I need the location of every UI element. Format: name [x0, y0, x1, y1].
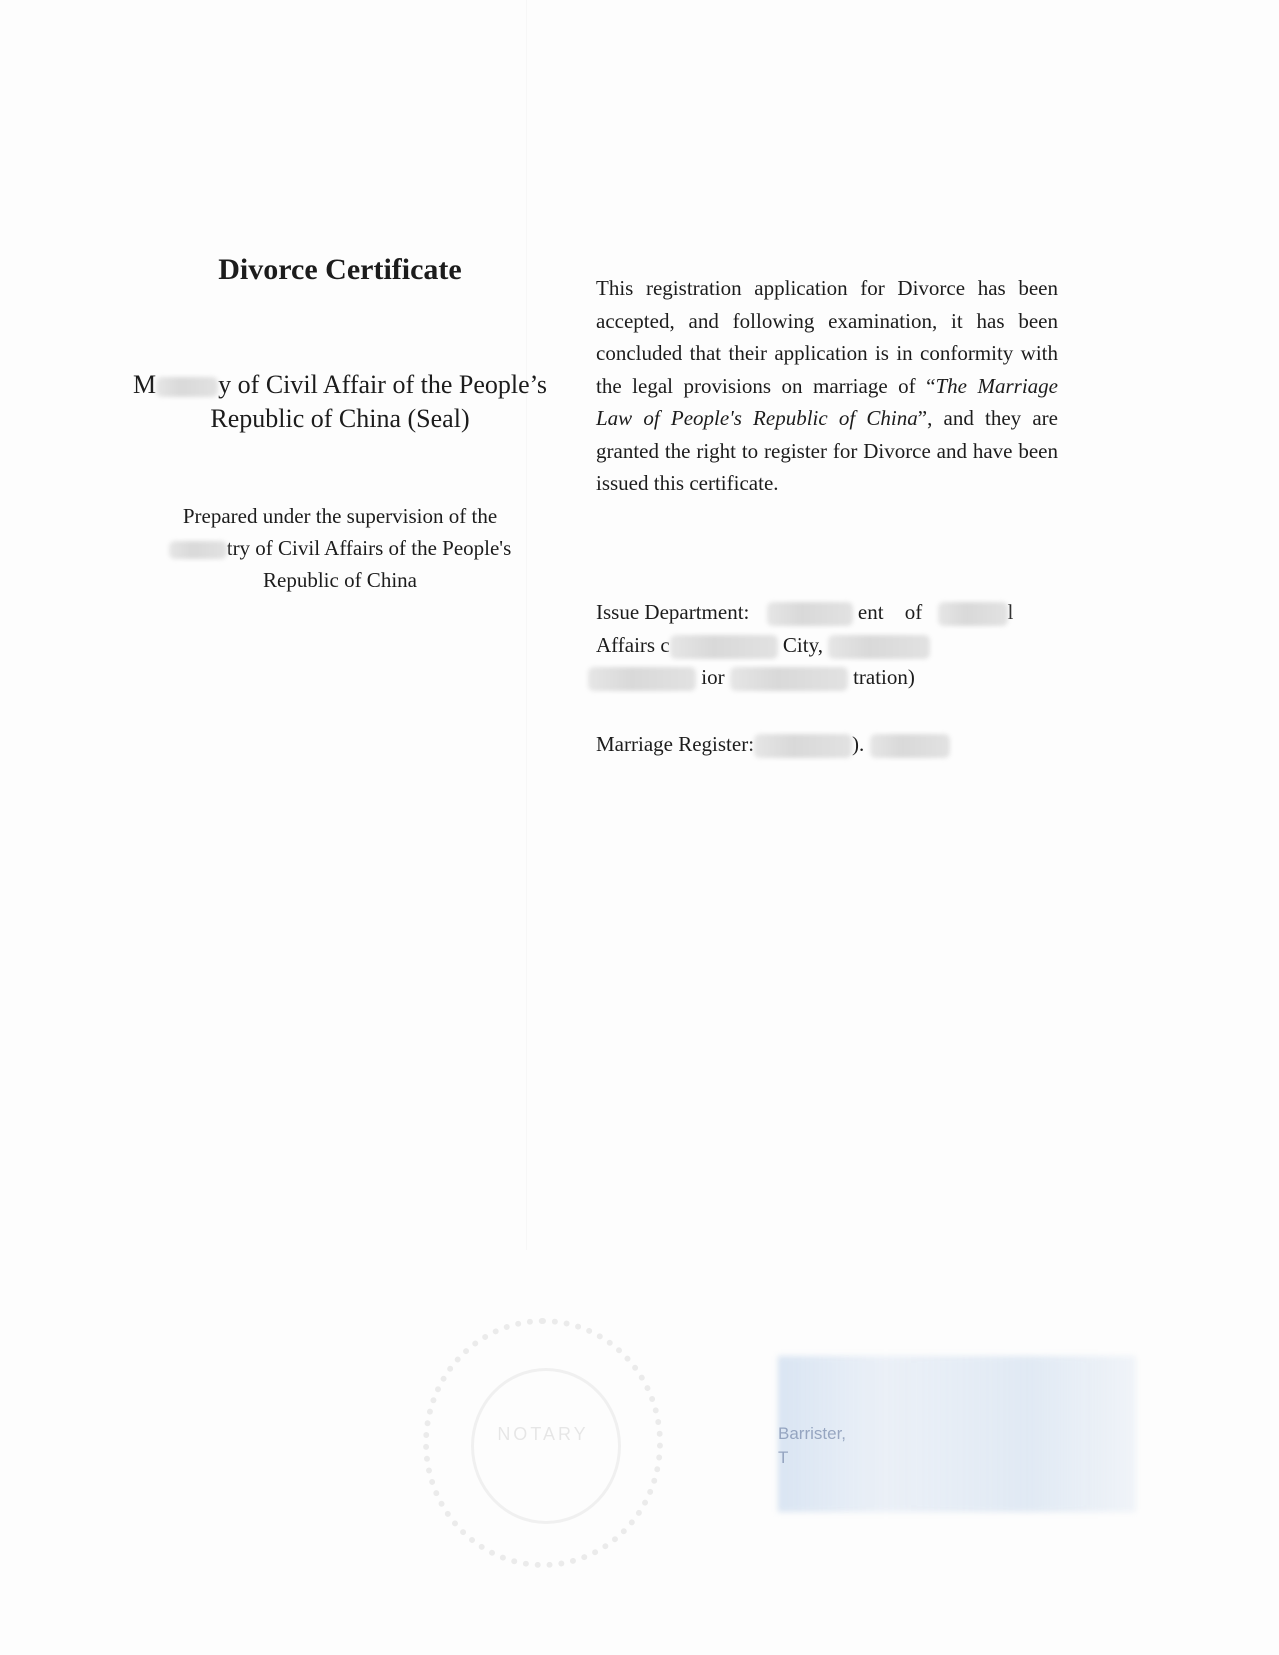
notary-seal-inner-ring	[471, 1368, 621, 1524]
notary-seal-text: NOTARY	[497, 1424, 589, 1444]
law-name: The Marriage Law of People's Republic of China	[596, 373, 1059, 430]
certificate-body: This registration application for Divorce has been accepted, and following examination, it has been concluded that their application is in conformity with the legal provisions on marriage of “The Marriage Law of People's Republic of China”, and they are granted the right to register for Divorce and have been issued this certificate.	[596, 276, 1059, 495]
prepared-line-3: Republic of China	[263, 568, 417, 592]
redaction	[730, 667, 848, 691]
seal-line-2: Republic of China (Seal)	[210, 404, 470, 433]
redaction	[754, 734, 852, 758]
prepared-line-2: try of Civil Affairs of the People's	[100, 532, 580, 564]
redaction	[670, 635, 778, 659]
barrister-line-2: T	[778, 1448, 789, 1467]
redaction	[169, 541, 227, 559]
redaction	[588, 667, 696, 691]
redaction	[938, 602, 1008, 626]
issue-department	[596, 596, 1058, 694]
issue-line-3: ior tration)	[588, 661, 1058, 694]
certificate-title: Divorce Certificate	[218, 253, 462, 286]
barrister-line-1: Barrister,	[778, 1424, 847, 1443]
redaction	[828, 635, 930, 659]
redaction	[156, 377, 218, 397]
marriage-register: Marriage Register: ).	[596, 728, 1058, 761]
issue-line-2: Affairs c City,	[596, 629, 1058, 662]
redaction	[870, 734, 950, 758]
prepared-line-1: Prepared under the supervision of the	[182, 504, 498, 528]
notary-seal	[423, 1318, 663, 1568]
redaction	[767, 602, 853, 626]
seal-caption	[100, 368, 580, 436]
seal-line-1: M y of Civil Affair of the People’s	[133, 370, 547, 399]
issue-line-1: Issue Department: ent of l	[596, 596, 1058, 629]
prepared-note	[100, 500, 580, 596]
fold-line	[526, 0, 527, 1250]
